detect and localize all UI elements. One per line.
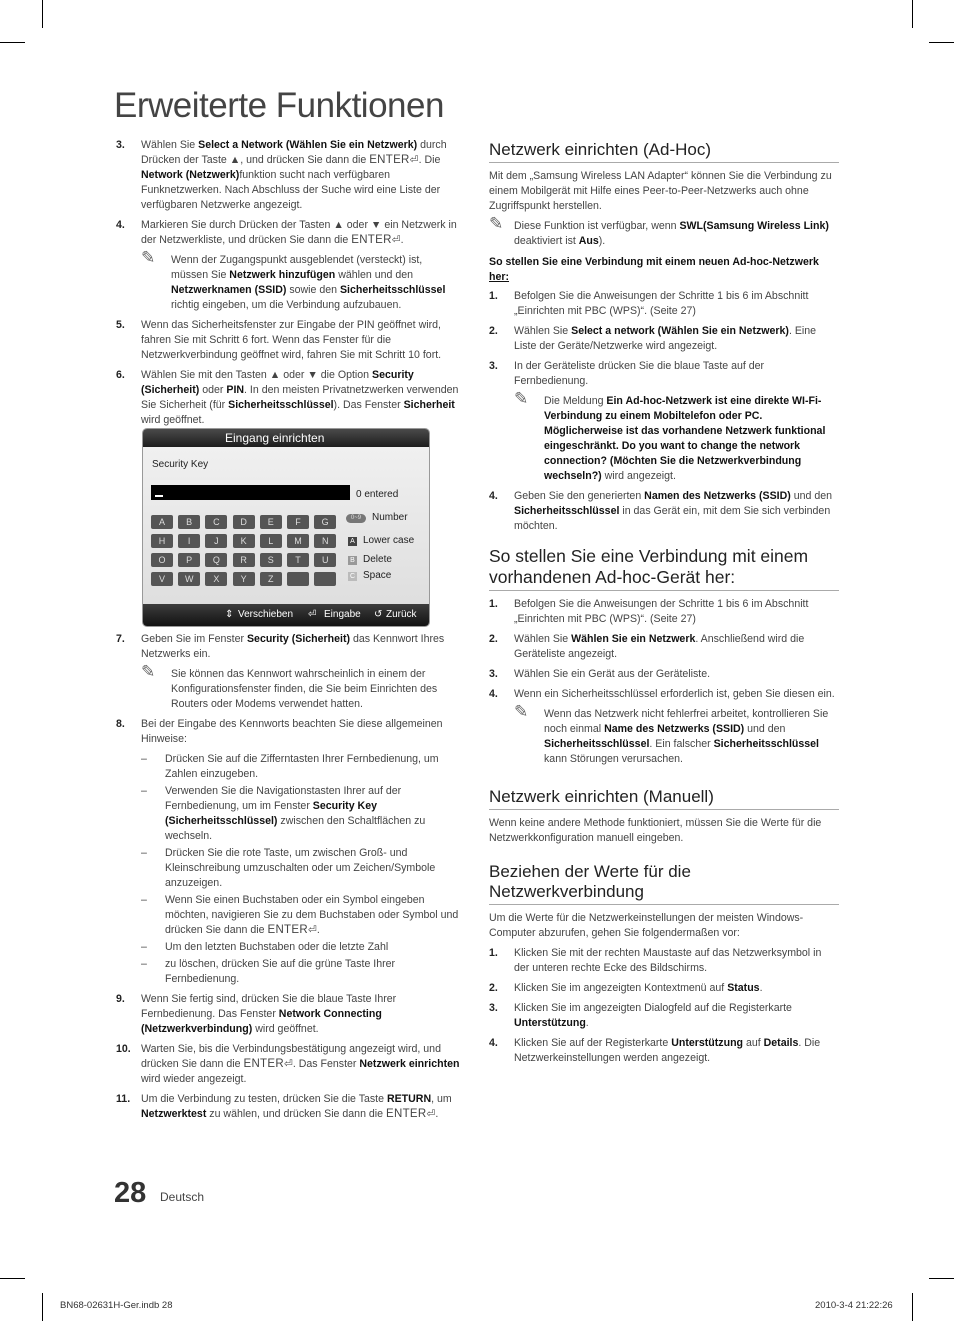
step-4: 4. Markieren Sie durch Drücken der Tasten ▲ oder ▼ ein Netzwerk in der Netzwerkliste, und drücken Sie dann die ENTER⏎.: [116, 219, 457, 246]
key-p[interactable]: P: [178, 553, 200, 567]
enter-icon: ⏎: [308, 609, 317, 620]
key-x[interactable]: X: [205, 572, 227, 586]
key-i[interactable]: I: [178, 534, 200, 548]
step-6: 6. Wählen Sie mit den Tasten ▲ oder ▼ die Option Security (Sicherheit) oder PIN. In den meisten Privatnetzwerken verwenden Sie Sicherheit (für Sicherheitsschlüssel). Das Fenster Sicherheit wird geöffnet.: [116, 369, 459, 426]
key-u[interactable]: U: [314, 553, 336, 567]
field-label: Security Key: [152, 459, 209, 470]
heading-manual: Netzwerk einrichten (Manuell): [489, 787, 839, 810]
existing-step-4: 4. Wenn ein Sicherheitsschlüssel erforderlich ist, geben Sie diesen ein.: [489, 688, 835, 700]
dialog-footer: [143, 604, 429, 626]
note-adhoc: ✎ Diese Funktion ist verfügbar, wenn SWL(Samsung Wireless Link) deaktiviert ist Aus).: [489, 214, 829, 247]
note-7: ✎ Sie können das Kennwort wahrscheinlich in einem der Konfigurationsfenster finden, die Sie beim Einrichten des Routers oder Modems verwendet hatten.: [141, 662, 438, 710]
footer-timestamp: 2010-3-4 21:22:26: [815, 1300, 893, 1311]
step-9: 9. Wenn Sie fertig sind, drücken Sie die blaue Taste Ihrer Fernbedienung. Das Fenster Network Connecting (Netzwerkverbindung) wird geöffnet.: [116, 993, 397, 1035]
step-11: 11. Um die Verbindung zu testen, drücken Sie die Taste RETURN, um Netzwerktest zu wählen, und drücken Sie dann die ENTER⏎.: [116, 1093, 452, 1120]
key-c[interactable]: C: [205, 515, 227, 529]
key-q[interactable]: Q: [205, 553, 227, 567]
note-icon: ✎: [141, 248, 156, 267]
footer-enter[interactable]: Eingabe: [324, 609, 361, 620]
page-title: Erweiterte Funktionen: [114, 86, 444, 125]
heading-existing-adhoc: So stellen Sie eine Verbindung mit einem vorhandenen Ad-hoc-Gerät her:: [489, 546, 839, 591]
adhoc-step-4: 4. Geben Sie den generierten Namen des Netzwerks (SSID) und den Sicherheitsschlüssel in das Gerät ein, mit dem Sie sich verbinden möchten.: [489, 490, 833, 532]
key-r[interactable]: R: [233, 553, 255, 567]
key-a[interactable]: A: [151, 515, 173, 529]
security-key-dialog: [142, 428, 430, 627]
page-language: Deutsch: [160, 1190, 205, 1204]
key-o[interactable]: O: [151, 553, 173, 567]
manual-intro: Wenn keine andere Methode funktioniert, müssen Sie die Werte für die Netzwerkkonfiguration manuell eingeben.: [489, 817, 822, 844]
key-m[interactable]: M: [287, 534, 309, 548]
option-delete[interactable]: Delete: [363, 554, 392, 565]
existing-step-1: 1. Befolgen Sie die Anweisungen der Schritte 1 bis 6 im Abschnitt „Einrichten mit PBC (WPS)“. (Seite 27): [489, 598, 809, 625]
note-adhoc-3: ✎ Die Meldung Ein Ad-hoc-Netzwerk ist eine direkte WI-Fi-Verbindung zu einem Mobiltelefon oder PC. Möglicherweise ist das vorhandene Netzwerk funktional eingeschränkt. Do you want to change the network connection? (Möchten Sie die Netzwerkverbindung wechseln?) wird angezeigt.: [514, 389, 826, 482]
note-icon: ✎: [489, 214, 504, 233]
step-3: 3. Wählen Sie Select a Network (Wählen Sie ein Netzwerk) durch Drücken der Taste ▲, und drücken Sie dann die ENTER⏎. Die Network (Netzwerk)funktion sucht nach verfügbaren Funknetzwerken. Nach Abschluss der Suche wird eine Liste der verfügbaren Netzwerke angezeigt.: [116, 139, 447, 211]
key-j[interactable]: J: [205, 534, 227, 548]
key-y[interactable]: Y: [233, 572, 255, 586]
hint-4: – Wenn Sie einen Buchstaben oder ein Symbol eingeben möchten, navigieren Sie zu dem Buchstaben oder Symbol und drücken Sie dann die ENTER⏎.: [141, 894, 459, 936]
footer-file: BN68-02631H-Ger.indb 28: [60, 1300, 173, 1311]
entered-count: 0 entered: [356, 489, 399, 500]
option-number[interactable]: Number: [372, 512, 408, 523]
option-lower-case[interactable]: Lower case: [363, 535, 415, 546]
step-10: 10. Warten Sie, bis die Verbindungsbestätigung angezeigt wird, und drücken Sie dann die ENTER⏎. Das Fenster Netzwerk einrichten wird wieder angezeigt.: [116, 1043, 460, 1085]
key-d[interactable]: D: [233, 515, 255, 529]
move-icon: ⇕: [225, 609, 234, 620]
hint-2: – Verwenden Sie die Navigationstasten Ihrer auf der Fernbedienung, um im Fenster Security Key (Sicherheitsschlüssel) zwischen den Schaltflächen zu wechseln.: [141, 785, 426, 842]
return-icon: ↺: [374, 609, 383, 620]
step-5: 5. Wenn das Sicherheitsfenster zur Eingabe der PIN geöffnet wird, fahren Sie mit Schritt 6 fort. Wenn das Fenster für die Netzwerkverbindung geöffnet wird, fahren Sie mit Schritt 10 fort.: [116, 319, 442, 361]
key-s[interactable]: S: [260, 553, 282, 567]
note-icon: ✎: [514, 389, 529, 408]
values-intro: Um die Werte für die Netzwerkeinstellungen der meisten Windows-Computer abzurufen, gehen Sie folgendermaßen vor:: [489, 912, 804, 939]
values-step-3: 3. Klicken Sie im angezeigten Dialogfeld auf die Registerkarte Unterstützung.: [489, 1002, 792, 1029]
heading-adhoc: Netzwerk einrichten (Ad-Hoc): [489, 140, 839, 163]
note-icon: ✎: [141, 662, 156, 681]
adhoc-step-3: 3. In der Geräteliste drücken Sie die blaue Taste auf der Fernbedienung.: [489, 360, 765, 387]
key-w[interactable]: W: [178, 572, 200, 586]
key-g[interactable]: G: [314, 515, 336, 529]
left-column: [116, 138, 462, 433]
hint-5: – Um den letzten Buchstaben oder die letzte Zahl: [141, 941, 389, 953]
key-blank[interactable]: [287, 572, 309, 586]
dialog-title: Eingang einrichten: [143, 429, 429, 447]
key-z[interactable]: Z: [260, 572, 282, 586]
key-k[interactable]: K: [233, 534, 255, 548]
key-v[interactable]: V: [151, 572, 173, 586]
red-button-icon: A: [348, 537, 357, 546]
option-space[interactable]: Space: [363, 570, 392, 581]
number-icon: 0~9: [346, 514, 366, 523]
existing-step-2: 2. Wählen Sie Wählen Sie ein Netzwerk. Anschließend wird die Geräteliste angezeigt.: [489, 633, 805, 660]
security-key-input[interactable]: [151, 485, 350, 500]
key-t[interactable]: T: [287, 553, 309, 567]
footer-back[interactable]: Zurück: [386, 609, 417, 620]
subheading-new-adhoc: So stellen Sie eine Verbindung mit einem neuen Ad-hoc-Netzwerk her:: [489, 256, 819, 283]
footer-move: Verschieben: [238, 609, 294, 620]
hint-6: – zu löschen, drücken Sie auf die grüne Taste Ihrer Fernbedienung.: [141, 958, 396, 985]
step-8: 8. Bei der Eingabe des Kennworts beachten Sie diese allgemeinen Hinweise:: [116, 718, 443, 745]
key-n[interactable]: N: [314, 534, 336, 548]
adhoc-step-1: 1. Befolgen Sie die Anweisungen der Schritte 1 bis 6 im Abschnitt „Einrichten mit PBC (WPS)“. (Seite 27): [489, 290, 809, 317]
hint-3: – Drücken Sie die rote Taste, um zwischen Groß- und Kleinschreibung umzuschalten oder um Zeichen/Symbole anzuzeigen.: [141, 847, 436, 889]
note-4: ✎ Wenn der Zugangspunkt ausgeblendet (versteckt) ist, müssen Sie Netzwerk hinzufügen wählen und den Netzwerknamen (SSID) sowie den Sicherheitsschlüssel richtig eingeben, um die Verbindung aufzubauen.: [141, 248, 446, 311]
key-blank[interactable]: [314, 572, 336, 586]
adhoc-step-2: 2. Wählen Sie Select a network (Wählen Sie ein Netzwerk). Eine Liste der Geräte/Netzwerke wird angezeigt.: [489, 325, 817, 352]
key-h[interactable]: H: [151, 534, 173, 548]
heading-values: Beziehen der Werte für die Netzwerkverbindung: [489, 862, 839, 905]
values-step-2: 2. Klicken Sie im angezeigten Kontextmenü auf Status.: [489, 982, 763, 994]
values-step-1: 1. Klicken Sie mit der rechten Maustaste auf das Netzwerksymbol in der unteren rechte Ecke des Bildschirms.: [489, 947, 822, 974]
key-f[interactable]: F: [287, 515, 309, 529]
note-icon: ✎: [514, 702, 529, 721]
green-button-icon: B: [348, 556, 357, 565]
hint-1: – Drücken Sie auf die Zifferntasten Ihrer Fernbedienung, um Zahlen einzugeben.: [141, 753, 439, 780]
page-number: 28: [114, 1177, 147, 1209]
key-b[interactable]: B: [178, 515, 200, 529]
yellow-button-icon: C: [349, 573, 356, 580]
left-column-lower: [116, 632, 462, 1127]
values-step-4: 4. Klicken Sie auf der Registerkarte Unterstützung auf Details. Die Netzwerkeinstellungen werden angezeigt.: [489, 1037, 821, 1064]
key-e[interactable]: E: [260, 515, 282, 529]
right-column: [489, 140, 839, 1071]
step-7: 7. Geben Sie im Fenster Security (Sicherheit) das Kennwort Ihres Netzwerks ein.: [116, 633, 445, 660]
note-existing-4: ✎ Wenn das Netzwerk nicht fehlerfrei arbeitet, kontrollieren Sie noch einmal Name des Netzwerks (SSID) und den Sicherheitsschlüssel. Ein falscher Sicherheitsschlüssel kann Störungen verursachen.: [514, 702, 829, 765]
existing-step-3: 3. Wählen Sie ein Gerät aus der Geräteliste.: [489, 668, 711, 680]
adhoc-intro: Mit dem „Samsung Wireless LAN Adapter“ können Sie die Verbindung zu einem Mobilgerät mit Hilfe eines Peer-to-Peer-Netzwerks auch ohne Zugriffspunkt herstellen.: [489, 170, 832, 212]
key-l[interactable]: L: [260, 534, 282, 548]
